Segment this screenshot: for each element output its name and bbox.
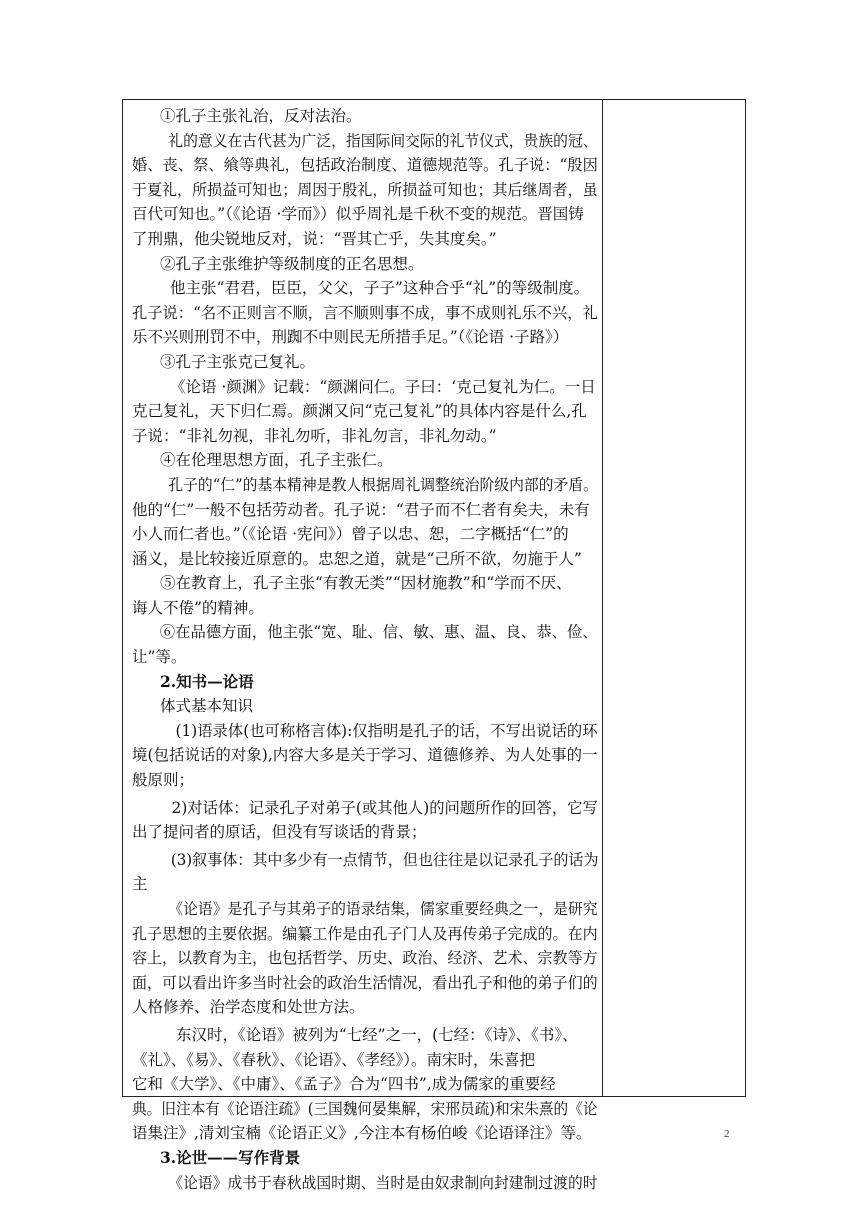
text-line: 他主张“君君，臣臣，父父，子子”这种合乎“礼”的等级制度。	[170, 279, 590, 298]
text-line: 主	[132, 875, 148, 894]
text-line: 他的“仁”一般不包括劳动者。孔子说：“君子而不仁者有矣夫，未有	[132, 500, 590, 519]
text-line: 语集注》,清刘宝楠《论语正义》,今注本有杨伯峻《论语译注》等。	[132, 1124, 592, 1143]
text-line: 孔子思想的主要依据。编纂工作是由孔子门人及再传弟子完成的。在内	[132, 924, 598, 943]
text-line: 于夏礼，所损益可知也；周因于殷礼，所损益可知也；其后继周者，虽	[132, 180, 598, 199]
text-line: 婚、丧、祭、飨等典礼，包括政治制度、道德规范等。孔子说：“殷因	[132, 156, 598, 175]
text-line: 孔子说：“名不正则言不顺，言不顺则事不成，事不成则礼乐不兴，礼	[132, 303, 598, 322]
text-line: ①孔子主张礼治，反对法治。	[160, 107, 362, 125]
text-line: 境(包括说话的对象),内容大多是关于学习、道德修养、为人处事的一	[132, 746, 598, 765]
text-line: 让”等。	[132, 648, 187, 667]
section-heading: 2.知书—论语	[160, 671, 254, 691]
text-line: 克己复礼，天下归仁焉。颜渊又问“克己复礼”的具体内容是什么,孔	[132, 402, 587, 421]
text-line: 《论语 ·颜渊》记载：“颜渊问仁。子曰：‘克己复礼为仁。一日	[170, 377, 596, 396]
main-text-cell	[132, 104, 598, 1195]
text-line: 容上，以教育为主，也包括哲学、历史、政治、经济、艺术、宗教等方	[132, 949, 598, 968]
text-line: (3)叙事体：其中多少有一点情节，但也往往是以记录孔子的话为	[170, 850, 599, 869]
text-line: ③孔子主张克己复礼。	[160, 352, 316, 371]
section-heading: 3.论世——写作背景	[160, 1147, 301, 1167]
text-line: 乐不兴则刑罚不中，刑踟不中则民无所措手足。”（《论语 ·子路》）	[132, 328, 569, 347]
text-line: 了刑鼎，他尖锐地反对，说：“晋其亡乎，失其度矣。”	[132, 229, 497, 248]
text-line: 出了提问者的原话，但没有写谈话的背景；	[132, 823, 427, 842]
text-line: 典。旧注本有《论语注疏》(三国魏何晏集解，宋邢员疏)和宋朱熹的《论	[132, 1099, 598, 1118]
text-line: 《论语》是孔子与其弟子的语录结集，儒家重要经典之一，是研究	[168, 900, 598, 918]
column-divider	[602, 100, 603, 1096]
text-line: ⑥在品德方面，他主张“宽、耻、信、敏、惠、温、良、恭、俭、	[159, 623, 598, 642]
text-line: 它和《大学》、《中庸》、《孟子》合为“四书”,成为儒家的重要经	[132, 1075, 556, 1094]
text-line: 孔子的“仁”的基本精神是教人根据周礼调整统治阶级内部的矛盾。	[168, 475, 598, 494]
page-number: 2	[724, 1128, 730, 1140]
text-line: 涵义，是比较接近原意的。忠恕之道，就是“己所不欲，勿施于人”	[132, 549, 582, 568]
text-line: 体式基本知识	[160, 697, 254, 716]
text-line: (1)语录体(也可称格言体):仅指明是孔子的话，不写出说话的环	[175, 721, 598, 740]
text-line: ⑤在教育上，孔子主张“有教无类”“因材施教”和“学而不厌、	[160, 574, 572, 593]
text-line: 《礼》、《易》、《春秋》、《论语》、《孝经》）。南宋时，朱喜把	[132, 1050, 536, 1069]
text-line: ②孔子主张维护等级制度的正名思想。	[160, 254, 424, 273]
text-line: 2)对话体：记录孔子对弟子(或其他人)的问题所作的回答，它写	[171, 798, 598, 817]
text-line: 东汉时，《论语》被列为“七经”之一，(七经：《诗》、《书》、	[176, 1025, 578, 1044]
text-line: 百代可知也。”（《论语 ·学而》）似乎周礼是千秋不变的规范。晋国铸	[132, 205, 584, 224]
text-line: 子说：“非礼勿视，非礼勿听，非礼勿言，非礼勿动。”	[132, 426, 497, 445]
text-line: 礼的意义在古代甚为广泛，指国际间交际的礼节仪式，贵族的冠、	[168, 131, 598, 150]
text-line: ④在伦理思想方面，孔子主张仁。	[160, 451, 393, 470]
text-line: 般原则；	[132, 771, 195, 790]
text-line: 诲人不倦”的精神。	[132, 598, 264, 617]
text-line: 小人而仁者也。”（《论语 ·宪问》）曾子以忠、恕，二字概括“仁”的	[132, 525, 569, 544]
content-table	[122, 99, 746, 1192]
text-line: 《论语》成书于春秋战国时期、当时是由奴隶制向封建制过渡的时	[168, 1173, 598, 1192]
text-line: 人格修养、治学态度和处世方法。	[132, 998, 365, 1017]
text-line: 面，可以看出许多当时社会的政治生活情况，看出孔子和他的弟子们的	[132, 973, 598, 992]
